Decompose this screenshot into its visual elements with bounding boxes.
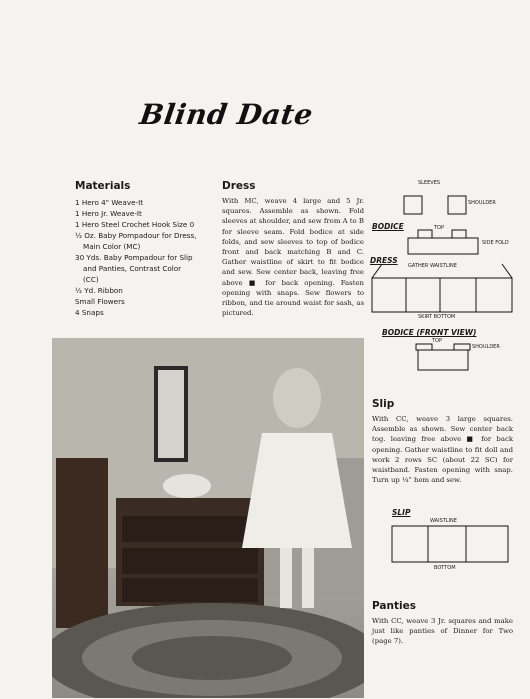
material-item: 4 Snaps — [75, 308, 104, 317]
side-fold-label: SIDE FOLD — [482, 240, 509, 246]
material-item: 1 Hero Jr. Weave-It — [75, 209, 142, 218]
material-item: 1 Hero Steel Crochet Hook Size 0 — [75, 220, 195, 229]
dress-diagram-svg — [368, 178, 520, 388]
slip-diagram — [372, 506, 522, 576]
page-title: Blind Date — [137, 98, 316, 131]
dress-heading: Dress — [222, 180, 256, 192]
skirt-bottom-label: SKIRT BOTTOM — [418, 314, 456, 320]
slip-section — [372, 398, 513, 485]
shoulder-label: SHOULDER — [468, 200, 496, 206]
gather-waistline-label: GATHER WAISTLINE — [408, 263, 457, 269]
material-item: 30 Yds. Baby Pompadour for Slip — [75, 253, 193, 262]
bodice-heading: BODICE — [372, 222, 404, 231]
sleeves-label: SLEEVES — [418, 180, 441, 186]
dress-instructions: With MC, weave 4 large and 5 Jr. squares. Assemble as shown. Fold sleeves at shoulder, and sew from A to B for sleeve seam. Fold bodice at side folds, and sew sleeves to top of bodice front and back matching B and C. Gather waistline of skirt to fit bodice and sew. Sew center back, leaving free above ■ for back opening. Fasten opening with snaps. Sew flowers to ribbon, and tie around waist for sash, as pictured. — [222, 197, 364, 318]
panties-heading: Panties — [372, 600, 416, 612]
panties-section — [372, 600, 513, 647]
slip-heading: Slip — [372, 398, 395, 410]
slip-instructions: With CC, weave 3 large squares. Assemble as shown. Sew center back tog. leaving free above ■ for back opening. Gather waistline to fit doll and work 2 rows SC (about 22 SC) for waistband. Fasten opening with snap. Turn up ¼" hem and sew. — [372, 415, 513, 485]
bottom-label: BOTTOM — [434, 565, 456, 571]
bleed-through-text — [250, 18, 520, 58]
dress-diagram-heading: DRESS — [370, 256, 398, 265]
material-item: (CC) — [83, 275, 99, 284]
material-item: 1 Hero 4" Weave-It — [75, 198, 144, 207]
doll-photo — [52, 338, 364, 698]
doll-scene-illustration — [52, 338, 364, 698]
dress-diagrams — [368, 178, 520, 388]
top-label-front: TOP — [432, 338, 443, 344]
materials-list — [75, 197, 215, 318]
panties-instructions: With CC, weave 3 Jr. squares and make just like panties of Dinner for Two (page 7). — [372, 617, 513, 646]
shoulder-label-front: SHOULDER — [472, 344, 500, 350]
slip-diagram-heading: SLIP — [392, 508, 411, 517]
material-item: ½ Yd. Ribbon — [75, 286, 123, 295]
material-item: Small Flowers — [75, 297, 125, 306]
material-item: and Panties, Contrast Color — [83, 264, 182, 273]
top-label: TOP — [434, 225, 445, 231]
material-item: Main Color (MC) — [83, 242, 141, 251]
materials-section — [75, 180, 215, 318]
waistline-label: WAISTLINE — [430, 518, 457, 524]
bodice-front-heading: BODICE (FRONT VIEW) — [382, 328, 477, 337]
material-item: ½ Oz. Baby Pompadour for Dress, — [75, 231, 197, 240]
materials-heading: Materials — [75, 180, 131, 192]
dress-section — [222, 180, 364, 318]
